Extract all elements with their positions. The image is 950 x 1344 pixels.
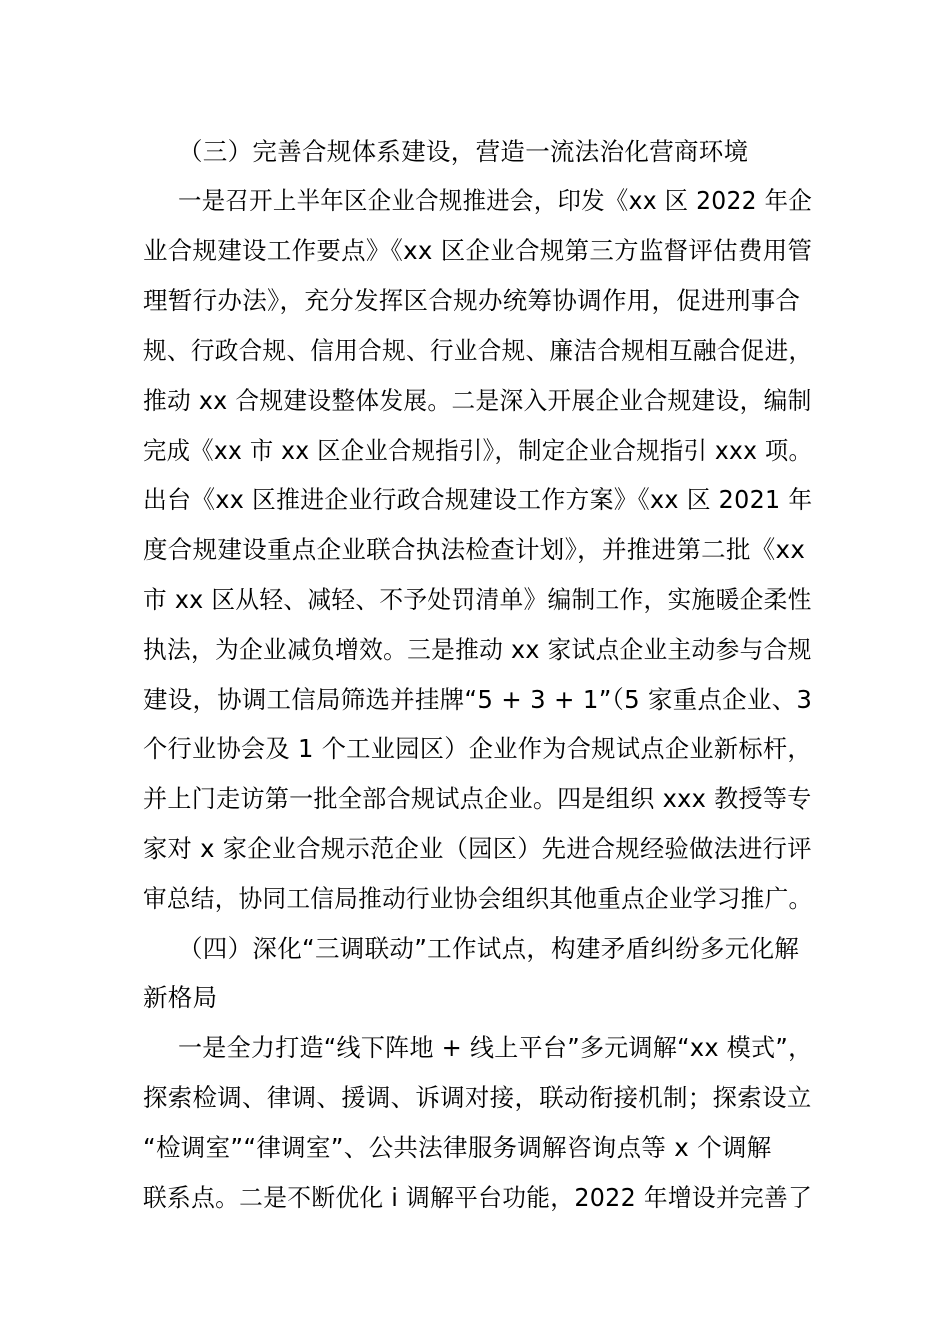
paragraph-line: 联系点。二是不断优化 i 调解平台功能，2022 年增设并完善了 (143, 1183, 813, 1212)
paragraph-line: 个行业协会及 1 个工业园区）企业作为合规试点企业新标杆， (143, 734, 812, 763)
paragraph-line: 规、行政合规、信用合规、行业合规、廉洁合规相互融合促进， (143, 336, 813, 365)
paragraph-line: 业合规建设工作要点》《xx 区企业合规第三方监督评估费用管 (143, 236, 813, 265)
paragraph-line: “检调室”“律调室”、公共法律服务调解咨询点等 x 个调解 (143, 1133, 772, 1162)
paragraph-line: 市 xx 区从轻、减轻、不予处罚清单》编制工作，实施暖企柔性 (143, 585, 812, 614)
paragraph-line: 一是全力打造“线下阵地 + 线上平台”多元调解“xx 模式”， (178, 1033, 813, 1062)
paragraph-line: 审总结，协同工信局推动行业协会组织其他重点企业学习推广。 (143, 884, 813, 913)
paragraph-line: 理暂行办法》，充分发挥区合规办统筹协调作用，促进刑事合 (143, 286, 801, 315)
paragraph-line: 出台《xx 区推进企业行政合规建设工作方案》《xx 区 2021 年 (143, 485, 813, 514)
paragraph-line: 完成《xx 市 xx 区企业合规指引》，制定企业合规指引 xxx 项。 (143, 436, 813, 465)
paragraph-line: 度合规建设重点企业联合执法检查计划》，并推进第二批《xx (143, 535, 806, 564)
paragraph-line: 并上门走访第一批全部合规试点企业。四是组织 xxx 教授等专 (143, 784, 812, 813)
paragraph-line: 建设，协调工信局筛选并挂牌“5 + 3 + 1”（5 家重点企业、3 (143, 685, 813, 714)
paragraph-line: 执法，为企业减负增效。三是推动 xx 家试点企业主动参与合规 (143, 635, 812, 664)
paragraph-line: 一是召开上半年区企业合规推进会，印发《xx 区 2022 年企 (178, 186, 813, 215)
paragraph-line: 家对 x 家企业合规示范企业（园区）先进合规经验做法进行评 (143, 834, 812, 863)
paragraph-line: 探索检调、律调、援调、诉调对接，联动衔接机制；探索设立 (143, 1083, 812, 1112)
section-heading-4-continued: 新格局 (143, 983, 218, 1012)
paragraph-line: 推动 xx 合规建设整体发展。二是深入开展企业合规建设，编制 (143, 386, 812, 415)
section-heading-4: （四）深化“三调联动”工作试点，构建矛盾纠纷多元化解 (178, 934, 800, 963)
section-heading-3: （三）完善合规体系建设，营造一流法治化营商环境 (178, 137, 749, 166)
